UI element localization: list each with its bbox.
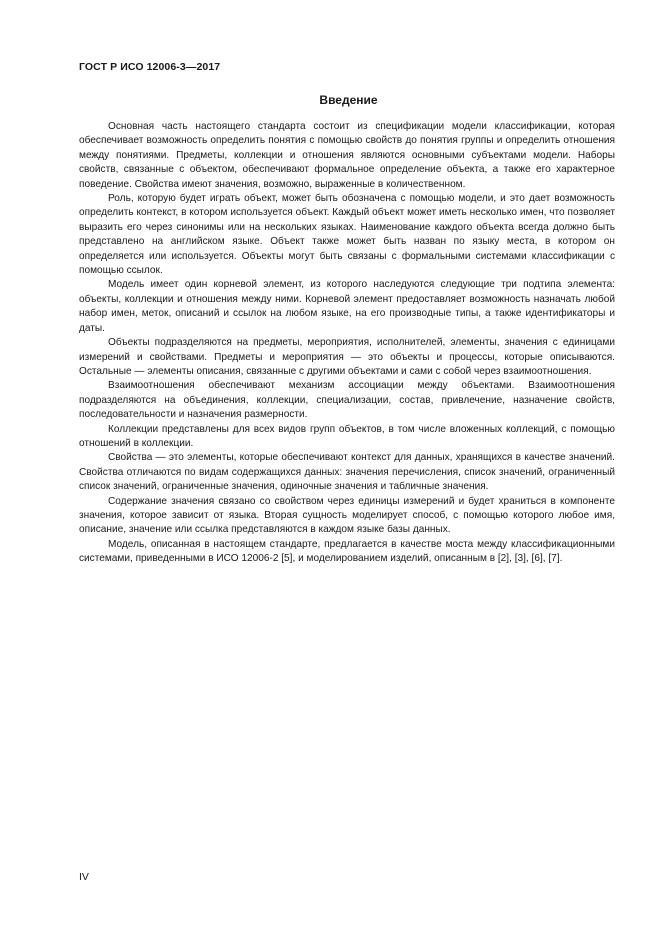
standard-header: ГОСТ Р ИСО 12006-3—2017 [79,61,221,73]
section-title: Введение [319,93,378,107]
page-number: IV [79,871,89,883]
paragraph: Модель имеет один корневой элемент, из которого наследуются следующие три подтипа элемента: объекты, коллекции и отношения между ними. Корневой элемент предоставляет возможность назначать любой набор имен, меток, описаний и ссылок на любом языке, на его производные типы, а также идентификаторы и даты. [79,279,615,334]
paragraph: Роль, которую будет играть объект, может быть обозначена с помощью модели, и это дает возможность определить контекст, в котором используется объект. Каждый объект может иметь несколько имен, что позволяет выразить его через синонимы или на нескольких языках. Наименование каждого объекта всегда должно быть представлено на английском языке. Объект также может быть назван по языку места, в котором он определяется или используется. Объекты могут быть связаны с формальными системами классификации с помощью ссылок. [79,193,615,277]
paragraph: Взаимоотношения обеспечивают механизм ассоциации между объектами. Взаимоотношения подразделяются на объединения, коллекции, специализации, состав, привлечение, назначение свойств, последовательности и назначения размерности. [79,380,615,421]
paragraph: Коллекции представлены для всех видов групп объектов, в том числе вложенных коллекций, с помощью отношений в коллекции. [79,423,615,449]
paragraph: Свойства — это элементы, которые обеспечивают контекст для данных, хранящихся в качестве значений. Свойства отличаются по видам содержащихся данных: значения перечисления, список значений, ограниченный список значений, ограниченные значения, одиночные значения и табличные значения. [79,452,615,493]
paragraph: Объекты подразделяются на предметы, мероприятия, исполнителей, элементы, значения с единицами измерений и свойствами. Предметы и мероприятия — это объекты и процессы, которые описываются. Остальные — элементы описания, связанные с другими объектами и сами с собой через взаимоотношения. [79,337,615,377]
section-body [79,120,615,567]
paragraph: Модель, описанная в настоящем стандарте, предлагается в качестве моста между классификационными системами, приведенными в ИСО 12006-2 [5], и моделированием изделий, описанным в [2], [3], [6], [7]. [79,538,615,565]
paragraph: Содержание значения связано со свойством через единицы измерений и будет храниться в компоненте значения, которое зависит от языка. Вторая сущность моделирует способ, с помощью которого любое имя, описание, значение или ссылка представляются в каждом языке базы данных. [79,495,615,536]
paragraph: Основная часть настоящего стандарта состоит из спецификации модели классификации, которая обеспечивает возможность определить понятия с помощью свойств до понятия группы и определить отношения между понятиями. Предметы, коллекции и отношения являются основными субъектами модели. Наборы свойств, связанные с объектом, обеспечивают формальное определение объекта, а также его характерное поведение. Свойства имеют значения, возможно, выраженные в количественном. [79,121,615,190]
